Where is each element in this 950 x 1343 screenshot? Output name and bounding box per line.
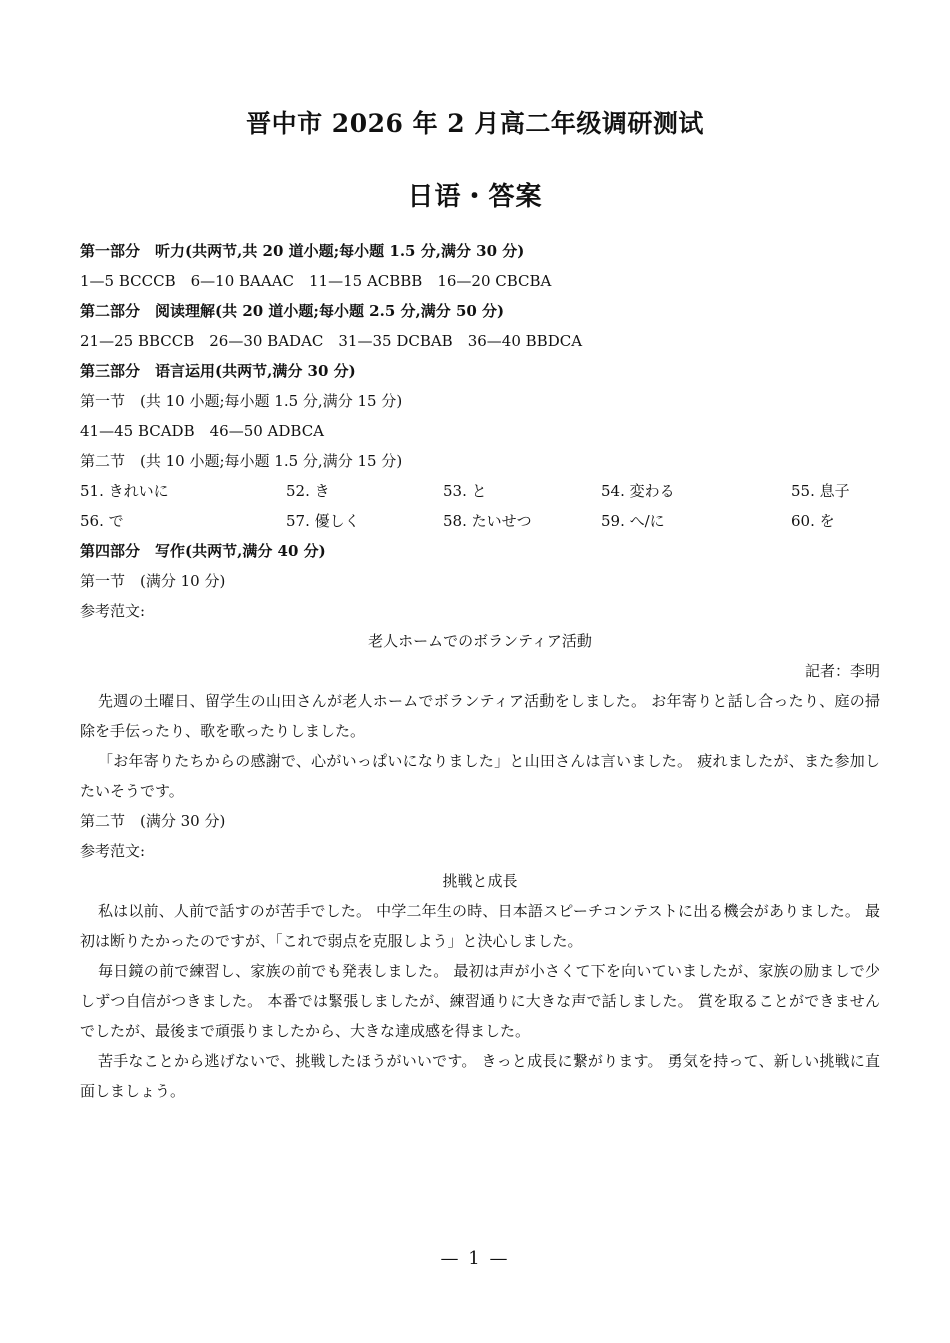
page-title: 晋中市 2026 年 2 月高二年级调研测试 — [246, 109, 704, 138]
answer-58: 58. たいせつ — [443, 512, 532, 530]
part1-heading: 第一部分 听力(共两节,共 20 道小题;每小题 1.5 分,满分 30 分) — [80, 242, 525, 260]
essay1-paragraph: 「お年寄りたちからの感謝で、心がいっぱいになりました」と山田さんは言いました。 疲れましたが、また参加したいそうです。 — [80, 752, 880, 800]
part4-section2-heading: 第二节 (满分 30 分) — [80, 812, 226, 830]
part3-section1-heading: 第一节 (共 10 小题;每小题 1.5 分,满分 15 分) — [80, 392, 403, 410]
answer-53: 53. と — [443, 482, 487, 500]
essay1-paragraph: 先週の土曜日、留学生の山田さんが老人ホームでボランティア活動をしました。 お年寄りと話し合ったり、庭の掃除を手伝ったり、歌を歌ったりしました。 — [80, 692, 880, 740]
answer-51: 51. きれいに — [80, 482, 169, 500]
part2-heading: 第二部分 阅读理解(共 20 道小题;每小题 2.5 分,满分 50 分) — [80, 302, 505, 320]
essay1-title: 老人ホームでのボランティア活動 — [368, 632, 592, 650]
answer-52: 52. き — [286, 482, 330, 500]
page-number: — 1 — — [440, 1248, 510, 1269]
essay2-paragraph: 毎日鏡の前で練習し、家族の前でも発表しました。 最初は声が小さくて下を向いていましたが、家族の励ましで少しずつ自信がつきました。 本番では緊張しましたが、練習通りに大きな声で話しました。 賞を取ることができませんでしたが、最後まで頑張りましたから、大きな達成感を得ました。 — [80, 962, 880, 1040]
essay2-paragraph: 苦手なことから逃げないで、挑戦したほうがいいです。 きっと成長に繋がります。 勇気を持って、新しい挑戦に直面しましょう。 — [80, 1052, 880, 1100]
part3-heading: 第三部分 语言运用(共两节,满分 30 分) — [80, 362, 356, 380]
answer-60: 60. を — [791, 512, 835, 530]
part2-answers: 21—25 BBCCB 26—30 BADAC 31—35 DCBAB 36—40 BBDCA — [80, 332, 583, 350]
answer-54: 54. 変わる — [601, 482, 675, 500]
answer-57: 57. 優しく — [286, 512, 360, 530]
answer-row — [80, 476, 880, 506]
part4-section1-heading: 第一节 (满分 10 分) — [80, 572, 226, 590]
essay2-title: 挑戦と成長 — [442, 872, 518, 890]
part4-section1-ref-label: 参考范文: — [80, 602, 146, 620]
answer-row — [80, 506, 880, 536]
answer-content — [80, 236, 880, 1106]
page-subtitle: 日语・答案 — [407, 182, 543, 212]
answer-59: 59. へ/に — [601, 512, 665, 530]
part3-section1-answers: 41—45 BCADB 46—50 ADBCA — [80, 422, 325, 440]
essay2-paragraph: 私は以前、人前で話すのが苦手でした。 中学二年生の時、日本語スピーチコンテストに出る機会がありました。 最初は断りたかったのですが、「これで弱点を克服しよう」と決心しました。 — [80, 902, 880, 950]
part3-section2-heading: 第二节 (共 10 小题;每小题 1.5 分,满分 15 分) — [80, 452, 403, 470]
part4-section2-ref-label: 参考范文: — [80, 842, 146, 860]
essay1-byline: 記者：李明 — [804, 662, 880, 680]
part1-answers: 1—5 BCCCB 6—10 BAAAC 11—15 ACBBB 16—20 CBCBA — [80, 272, 552, 290]
answer-55: 55. 息子 — [791, 482, 850, 500]
part4-heading: 第四部分 写作(共两节,满分 40 分) — [80, 542, 326, 560]
answer-56: 56. で — [80, 512, 124, 530]
